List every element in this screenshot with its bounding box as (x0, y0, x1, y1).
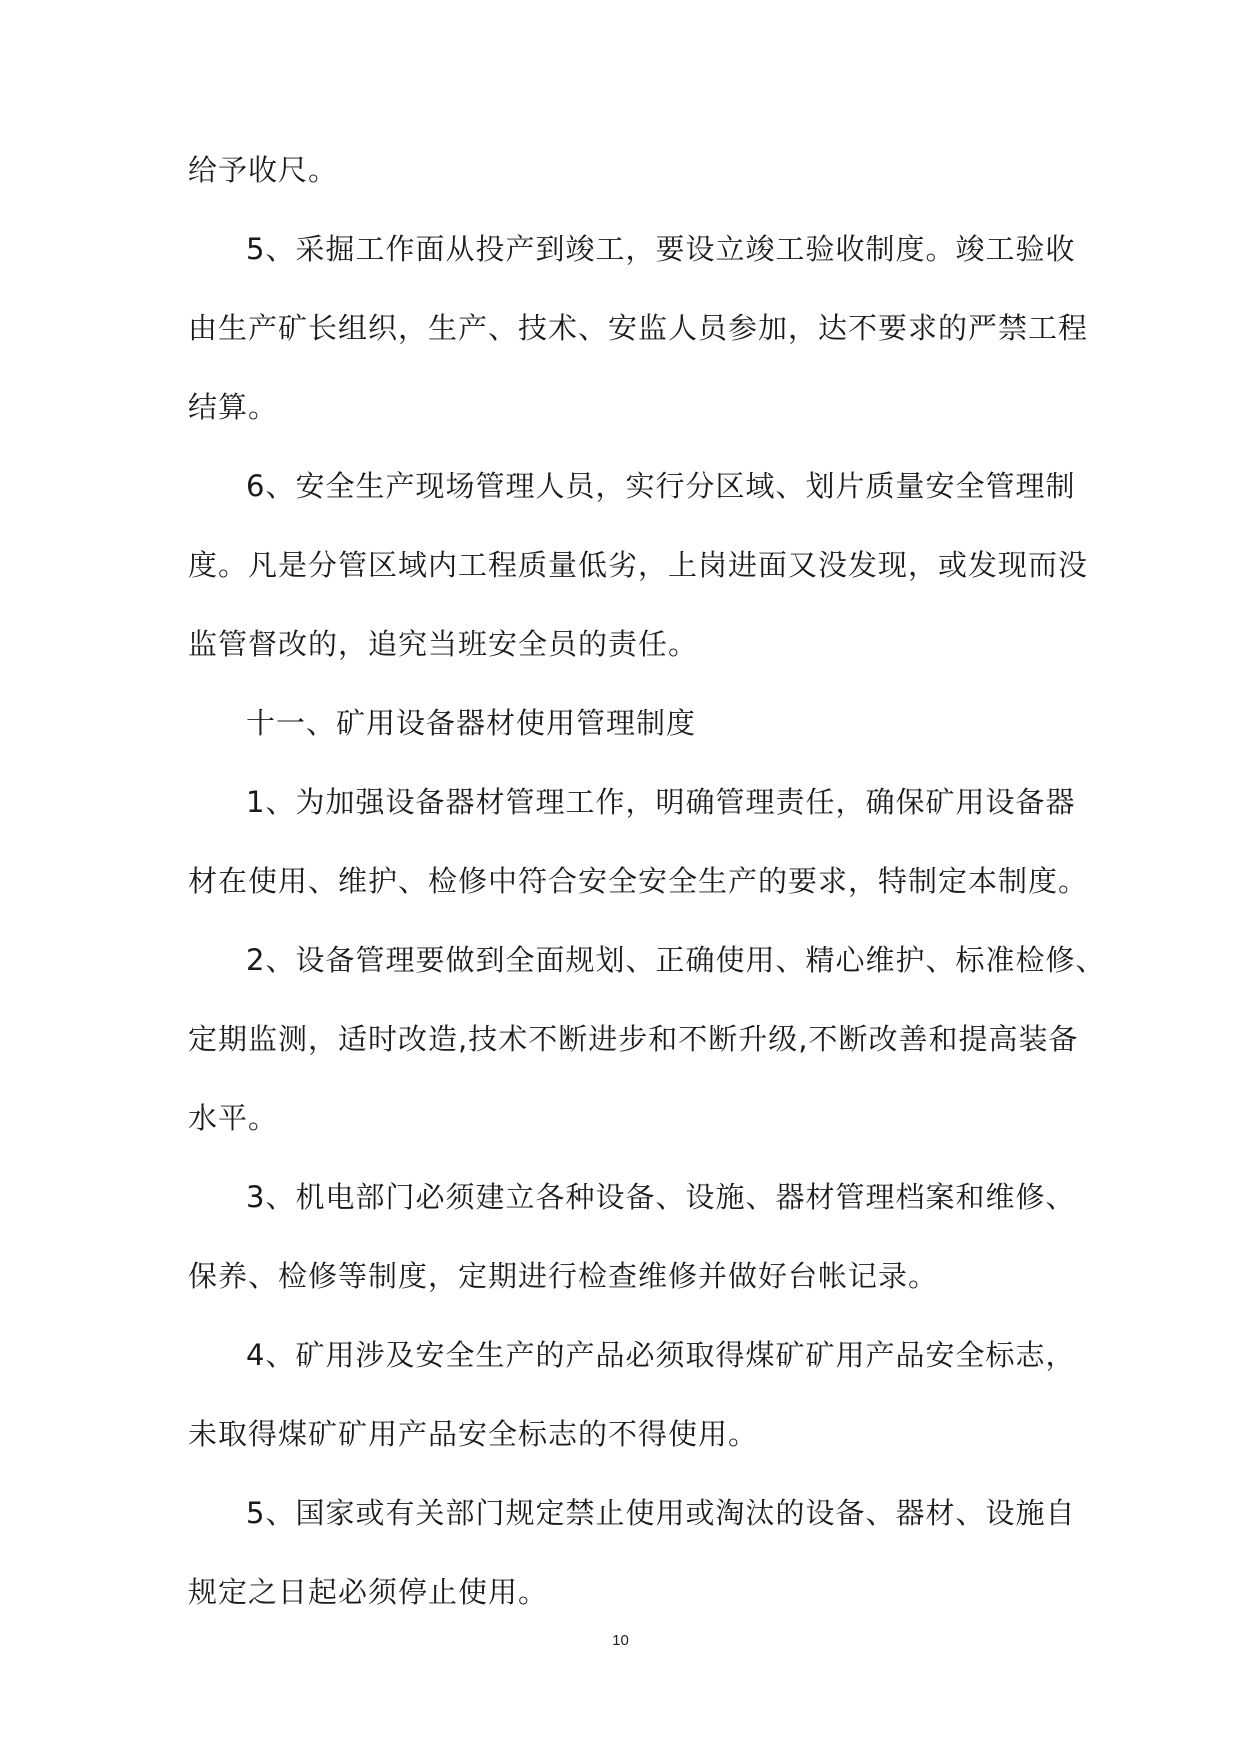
paragraph-item-2-line-1: 2、设备管理要做到全面规划、正确使用、精心维护、标准检修、 (246, 943, 1106, 977)
paragraph-item-5b-line-1: 5、国家或有关部门规定禁止使用或淘汰的设备、器材、设施自 (246, 1496, 1076, 1530)
paragraph-item-5-line-1: 5、采掘工作面从投产到竣工，要设立竣工验收制度。竣工验收 (246, 232, 1076, 266)
paragraph-item-3-line-1: 3、机电部门必须建立各种设备、设施、器材管理档案和维修、 (246, 1180, 1076, 1214)
page-number: 10 (612, 1632, 629, 1649)
text-line: 定期监测，适时改造,技术不断进步和不断升级,不断改善和提高装备 (188, 1022, 1079, 1056)
text-line: 规定之日起必须停止使用。 (188, 1575, 549, 1609)
text-line: 由生产矿长组织，生产、技术、安监人员参加，达不要求的严禁工程 (188, 311, 1089, 345)
section-heading: 十一、矿用设备器材使用管理制度 (246, 706, 697, 740)
paragraph-item-6-line-1: 6、安全生产现场管理人员，实行分区域、划片质量安全管理制 (246, 469, 1076, 503)
text-line: 给予收尺。 (188, 153, 339, 187)
text-line: 材在使用、维护、检修中符合安全安全生产的要求，特制定本制度。 (188, 864, 1089, 898)
paragraph-item-4-line-1: 4、矿用涉及安全生产的产品必须取得煤矿矿用产品安全标志， (246, 1338, 1076, 1372)
text-line: 监管督改的，追究当班安全员的责任。 (188, 627, 699, 661)
body-text (188, 140, 1106, 1641)
text-line: 结算。 (188, 390, 279, 424)
text-line: 水平。 (188, 1101, 279, 1135)
text-line: 保养、检修等制度，定期进行检查维修并做好台帐记录。 (188, 1259, 939, 1293)
paragraph-item-1-line-1: 1、为加强设备器材管理工作，明确管理责任，确保矿用设备器 (246, 785, 1076, 819)
text-line: 度。凡是分管区域内工程质量低劣，上岗进面又没发现，或发现而没 (188, 548, 1089, 582)
text-line: 未取得煤矿矿用产品安全标志的不得使用。 (188, 1417, 759, 1451)
